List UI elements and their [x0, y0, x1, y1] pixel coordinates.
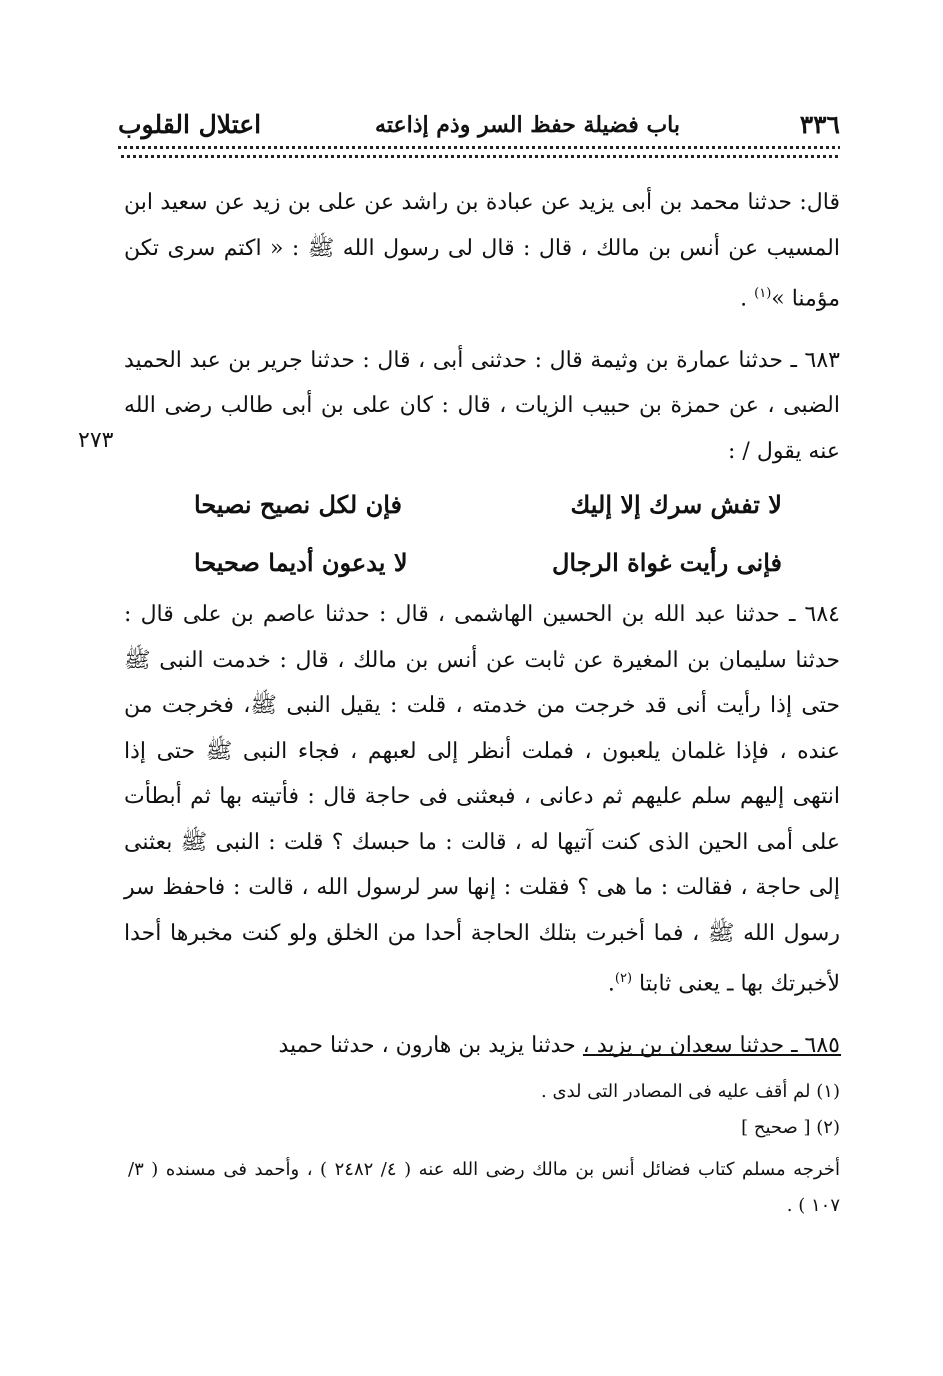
poem-line: [124, 534, 840, 592]
paragraph-hadith-intro: [124, 180, 840, 322]
footnote-separator: [583, 1054, 841, 1056]
book-title: اعتلال القلوب: [118, 110, 262, 139]
poem: [124, 476, 840, 592]
page-number: ٣٣٦: [799, 110, 840, 139]
footnote-ref: (٢): [614, 971, 633, 987]
poem-hemistich-left: فإن لكل نصيح نصيحا: [194, 490, 402, 520]
header-ornament-rule: [118, 146, 840, 158]
footnote-2-detail: أخرجه مسلم كتاب فضائل أنس بن مالك رضى الله عنه ( ٤/ ٢٤٨٢ ) ، وأحمد فى مسنده ( ٣/ ١٠٧ ) .: [128, 1159, 840, 1216]
paragraph-hadith-685: ٦٨٥ ـ حدثنا سعدان بن يزيد ، حدثنا يزيد بن هارون ، حدثنا حميد: [278, 1033, 840, 1059]
poem-line: [124, 476, 840, 534]
poem-hemistich-left: لا يدعون أديما صحيحا: [194, 548, 408, 578]
poem-hemistich-right: لا تفش سرك إلا إليك: [570, 490, 782, 520]
footnote-ref: (١): [754, 286, 772, 301]
paragraph-hadith-684: [124, 592, 840, 1007]
poem-hemistich-right: فإنى رأيت غواة الرجال: [551, 548, 782, 578]
paragraph-text: قال: حدثنا محمد بن أبى يزيد عن عبادة بن راشد عن على بن زيد عن سعيد ابن المسيب عن أنس بن مالك ، قال : قال لى رسول الله ﷺ : « اكتم سرى تكن مؤمنا »: [124, 190, 840, 312]
paragraph-hadith-683: ٦٨٣ ـ حدثنا عمارة بن وثيمة قال : حدثنى أبى ، قال : حدثنا جرير بن عبد الحميد الضبى ، عن حمزة بن حبيب الزيات ، قال : كان على بن أبى طالب رضى الله عنه يقول / :: [124, 347, 840, 464]
paragraph-text: ٦٨٤ ـ حدثنا عبد الله بن الحسين الهاشمى ، قال : حدثنا عاصم بن على قال : حدثنا سليمان بن المغيرة عن ثابت عن أنس بن مالك ، قال : خدمت النبى ﷺ حتى إذا رأيت أنى قد خرجت من خدمته ، قلت : يقيل النبى ﷺ، فخرجت من عنده ، فإذا غلمان يلعبون ، فملت أنظر إلى لعبهم ، فجاء النبى ﷺ حتى إذا انتهى إليهم سلم عليهم ثم دعانى ، فبعثنى فى حاجة قال : فأتيته بها ثم أبطأت على أمى الحين الذى كنت آتيها له ، قالت : ما حبسك ؟ قلت : النبى ﷺ بعثنى إلى حاجة ، فقالت : ما هى ؟ فقلت : إنها سر لرسول الله ، قالت : فاحفظ سر رسول الله ﷺ ، فما أخبرت بتلك الحاجة أحدا من الخلق ولو كنت مخبرها أحدا لأخبرتك بها ـ يعنى ثابتا: [124, 602, 840, 997]
margin-page-number: ٢٧٣: [78, 428, 114, 453]
footnote-1: (١) لم أقف عليه فى المصادر التى لدى .: [541, 1081, 840, 1102]
footnote-2: (٢) [ صحيح ]: [741, 1117, 840, 1138]
paragraph-end: .: [607, 971, 615, 997]
page-header: [118, 110, 840, 144]
footnotes: [128, 1074, 840, 1224]
main-text: [124, 180, 840, 1069]
chapter-title: باب فضيلة حفظ السر وذم إذاعته: [375, 112, 680, 138]
paragraph-end: .: [740, 286, 755, 312]
